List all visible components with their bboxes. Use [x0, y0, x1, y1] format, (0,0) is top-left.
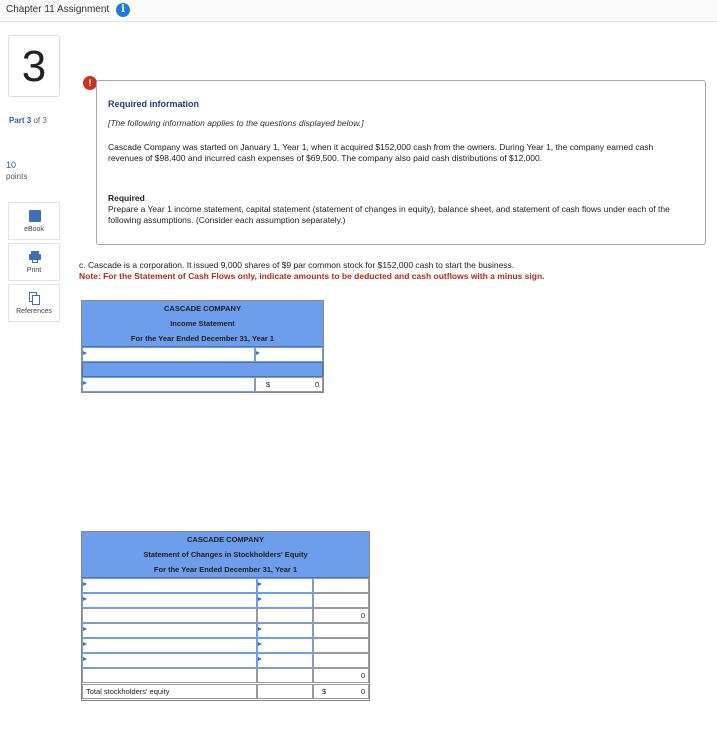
total-value: 0 — [314, 380, 319, 389]
required-information-box — [96, 80, 706, 245]
subtotal-value: 0 — [360, 611, 365, 620]
part-c-text: c. Cascade is a corporation. It issued 9,000 shares of $9 par common stock for $152,000 cash to start the business. — [79, 260, 515, 270]
required-label: Required — [108, 193, 145, 203]
income-company: CASCADE COMPANY — [164, 304, 241, 313]
required-text: Prepare a Year 1 income statement, capital statement (statement of changes in equity), balance sheet, and statement of cash flows under each of the following assumptions. (Consider each assumption separately.) — [108, 204, 670, 225]
currency-symbol: $ — [266, 380, 271, 389]
equity-title: Statement of Changes in Stockholders' Equity — [143, 550, 308, 559]
account-input[interactable] — [82, 638, 257, 653]
label-cell — [82, 608, 257, 623]
account-input[interactable] — [82, 653, 257, 668]
income-title: Income Statement — [170, 319, 235, 328]
table-row — [82, 668, 369, 683]
assignment-title: Chapter 11 Assignment — [6, 4, 110, 15]
table-row — [82, 362, 323, 377]
amount-cell — [257, 684, 313, 699]
part-label: Part 3 — [9, 116, 32, 125]
amount-input[interactable] — [257, 653, 313, 668]
total-cell — [313, 578, 369, 593]
copy-icon — [29, 292, 41, 304]
references-label: References — [16, 308, 52, 315]
references-button[interactable] — [8, 284, 60, 322]
amount-cell — [257, 668, 313, 683]
amount-input[interactable] — [255, 347, 323, 362]
print-button[interactable] — [8, 243, 60, 281]
subtotal-cell — [313, 608, 369, 623]
info-icon[interactable]: i — [116, 3, 130, 17]
subtotal-value: 0 — [360, 671, 365, 680]
ebook-button[interactable] — [8, 202, 60, 240]
account-input[interactable] — [82, 578, 257, 593]
total-label-cell — [82, 684, 257, 699]
account-input[interactable] — [82, 347, 255, 362]
table-row — [82, 638, 369, 653]
printer-icon — [29, 251, 41, 263]
assignment-header — [0, 0, 717, 22]
income-statement-header — [82, 301, 323, 347]
total-cell — [313, 638, 369, 653]
table-row — [82, 623, 369, 638]
part-indicator — [9, 116, 47, 125]
total-cell — [313, 653, 369, 668]
ebook-label: eBook — [24, 226, 44, 233]
equity-statement-table — [81, 531, 370, 701]
question-number: 3 — [8, 35, 60, 97]
equity-statement-header — [82, 532, 369, 578]
row-separator — [82, 362, 323, 377]
total-equity-label: Total stockholders' equity — [86, 687, 170, 696]
alert-icon: ! — [83, 76, 97, 90]
account-input[interactable] — [82, 593, 257, 608]
part-c-note: Note: For the Statement of Cash Flows only, indicate amounts to be deducted and cash outflows with a minus sign. — [79, 271, 545, 281]
info-paragraph: Cascade Company was started on January 1, Year 1, when it acquired $152,000 cash from the owners. During Year 1, the company earned cash revenues of $98,400 and incurred cash expenses of $69,500. The company also paid cash distributions of $12,000. — [108, 142, 654, 163]
table-row — [82, 653, 369, 668]
subtotal-cell — [313, 668, 369, 683]
table-row — [82, 684, 369, 699]
amount-input[interactable] — [257, 578, 313, 593]
account-input[interactable] — [82, 623, 257, 638]
label-cell — [82, 668, 257, 683]
income-period: For the Year Ended December 31, Year 1 — [130, 334, 275, 343]
print-label: Print — [26, 267, 42, 274]
total-cell — [313, 623, 369, 638]
table-row — [82, 608, 369, 623]
currency-symbol: $ — [322, 687, 327, 696]
info-heading: Required information — [108, 99, 200, 109]
equity-company: CASCADE COMPANY — [187, 535, 264, 544]
info-subheading: [The following information applies to the questions displayed below.] — [108, 118, 364, 128]
amount-input[interactable] — [257, 623, 313, 638]
amount-input[interactable] — [257, 638, 313, 653]
net-income-total — [255, 377, 323, 392]
table-row — [82, 593, 369, 608]
income-statement-table — [81, 300, 324, 393]
amount-cell — [257, 608, 313, 623]
total-equity-cell — [313, 684, 369, 699]
table-row — [82, 347, 323, 362]
account-input[interactable] — [82, 377, 255, 392]
points — [6, 160, 27, 182]
part-of: of 3 — [33, 116, 47, 125]
equity-period: For the Year Ended December 31, Year 1 — [153, 565, 298, 574]
book-icon — [29, 210, 41, 222]
table-row — [82, 377, 323, 392]
total-cell — [313, 593, 369, 608]
points-label: points — [6, 172, 28, 181]
total-value: 0 — [360, 687, 365, 696]
table-row — [82, 578, 369, 593]
points-value: 10 — [6, 160, 17, 170]
amount-input[interactable] — [257, 593, 313, 608]
